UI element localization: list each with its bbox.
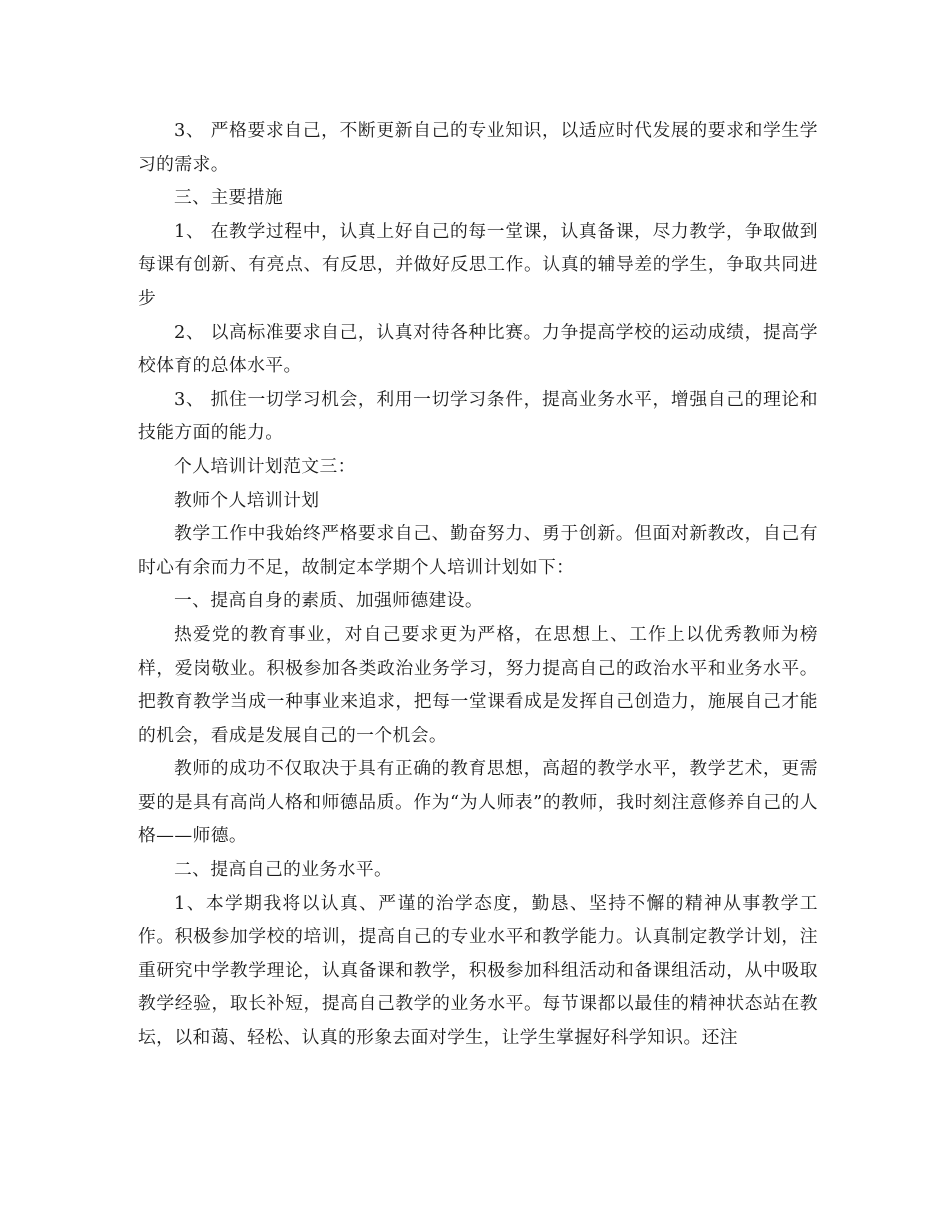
paragraph-intro: 教学工作中我始终严格要求自己、勤奋努力、勇于创新。但面对新教改，自己有时心有余而力不足，故制定本学期个人培训计划如下： [138,523,818,578]
paragraph-measure-3: 3、 抓住一切学习机会，利用一切学习条件，提高业务水平，增强自己的理论和技能方面的能力。 [138,388,818,444]
document-body [138,114,818,1055]
paragraph-love-education: 热爱党的教育事业，对自己要求更为严格，在思想上、工作上以优秀教师为榜样，爱岗敬业。积极参加各类政治业务学习，努力提高自己的政治水平和业务水平。把教育教学当成一种事业来追求，把每一堂课看成是发挥自己创造力，施展自己才能的机会，看成是发展自己的一个机会。 [138,623,818,746]
heading-section-one: 一、提高自身的素质、加强师德建设。 [174,590,484,612]
paragraph-requirement-3: 3、 严格要求自己，不断更新自己的专业知识，以适应时代发展的要求和学生学习的需求。 [138,120,818,175]
paragraph-teacher-success: 教师的成功不仅取决于具有正确的教育思想，高超的教学水平，教学艺术，更需要的是具有高尚人格和师德品质。作为“为人师表”的教师，我时刻注意修养自己的人格——师德。 [138,758,818,847]
heading-main-measures: 三、主要措施 [174,187,284,209]
paragraph-semester-plan: 1、本学期我将以认真、严谨的治学态度，勤恳、坚持不懈的精神从事教学工作。积极参加学校的培训，提高自己的专业水平和教学能力。认真制定教学计划，注重研究中学教学理论，认真备课和教学，积极参加科组活动和备课组活动，从中吸取教学经验，取长补短，提高自己教学的业务水平。每节课都以最佳的精神状态站在教坛，以和蔼、轻松、认真的形象去面对学生，让学生掌握好科学知识。还注 [138,892,818,1049]
paragraph-measure-1: 1、 在教学过程中，认真上好自己的每一堂课，认真备课，尽力教学，争取做到每课有创新、有亮点、有反思，并做好反思工作。认真的辅导差的学生，争取共同进步 [138,220,818,309]
heading-teacher-training-plan: 教师个人培训计划 [174,489,320,511]
heading-sample-three: 个人培训计划范文三： [174,455,356,477]
paragraph-measure-2: 2、 以高标准要求自己，认真对待各种比赛。力争提高学校的运动成绩，提高学校体育的总体水平。 [138,321,818,377]
heading-section-two: 二、提高自己的业务水平。 [174,859,393,881]
